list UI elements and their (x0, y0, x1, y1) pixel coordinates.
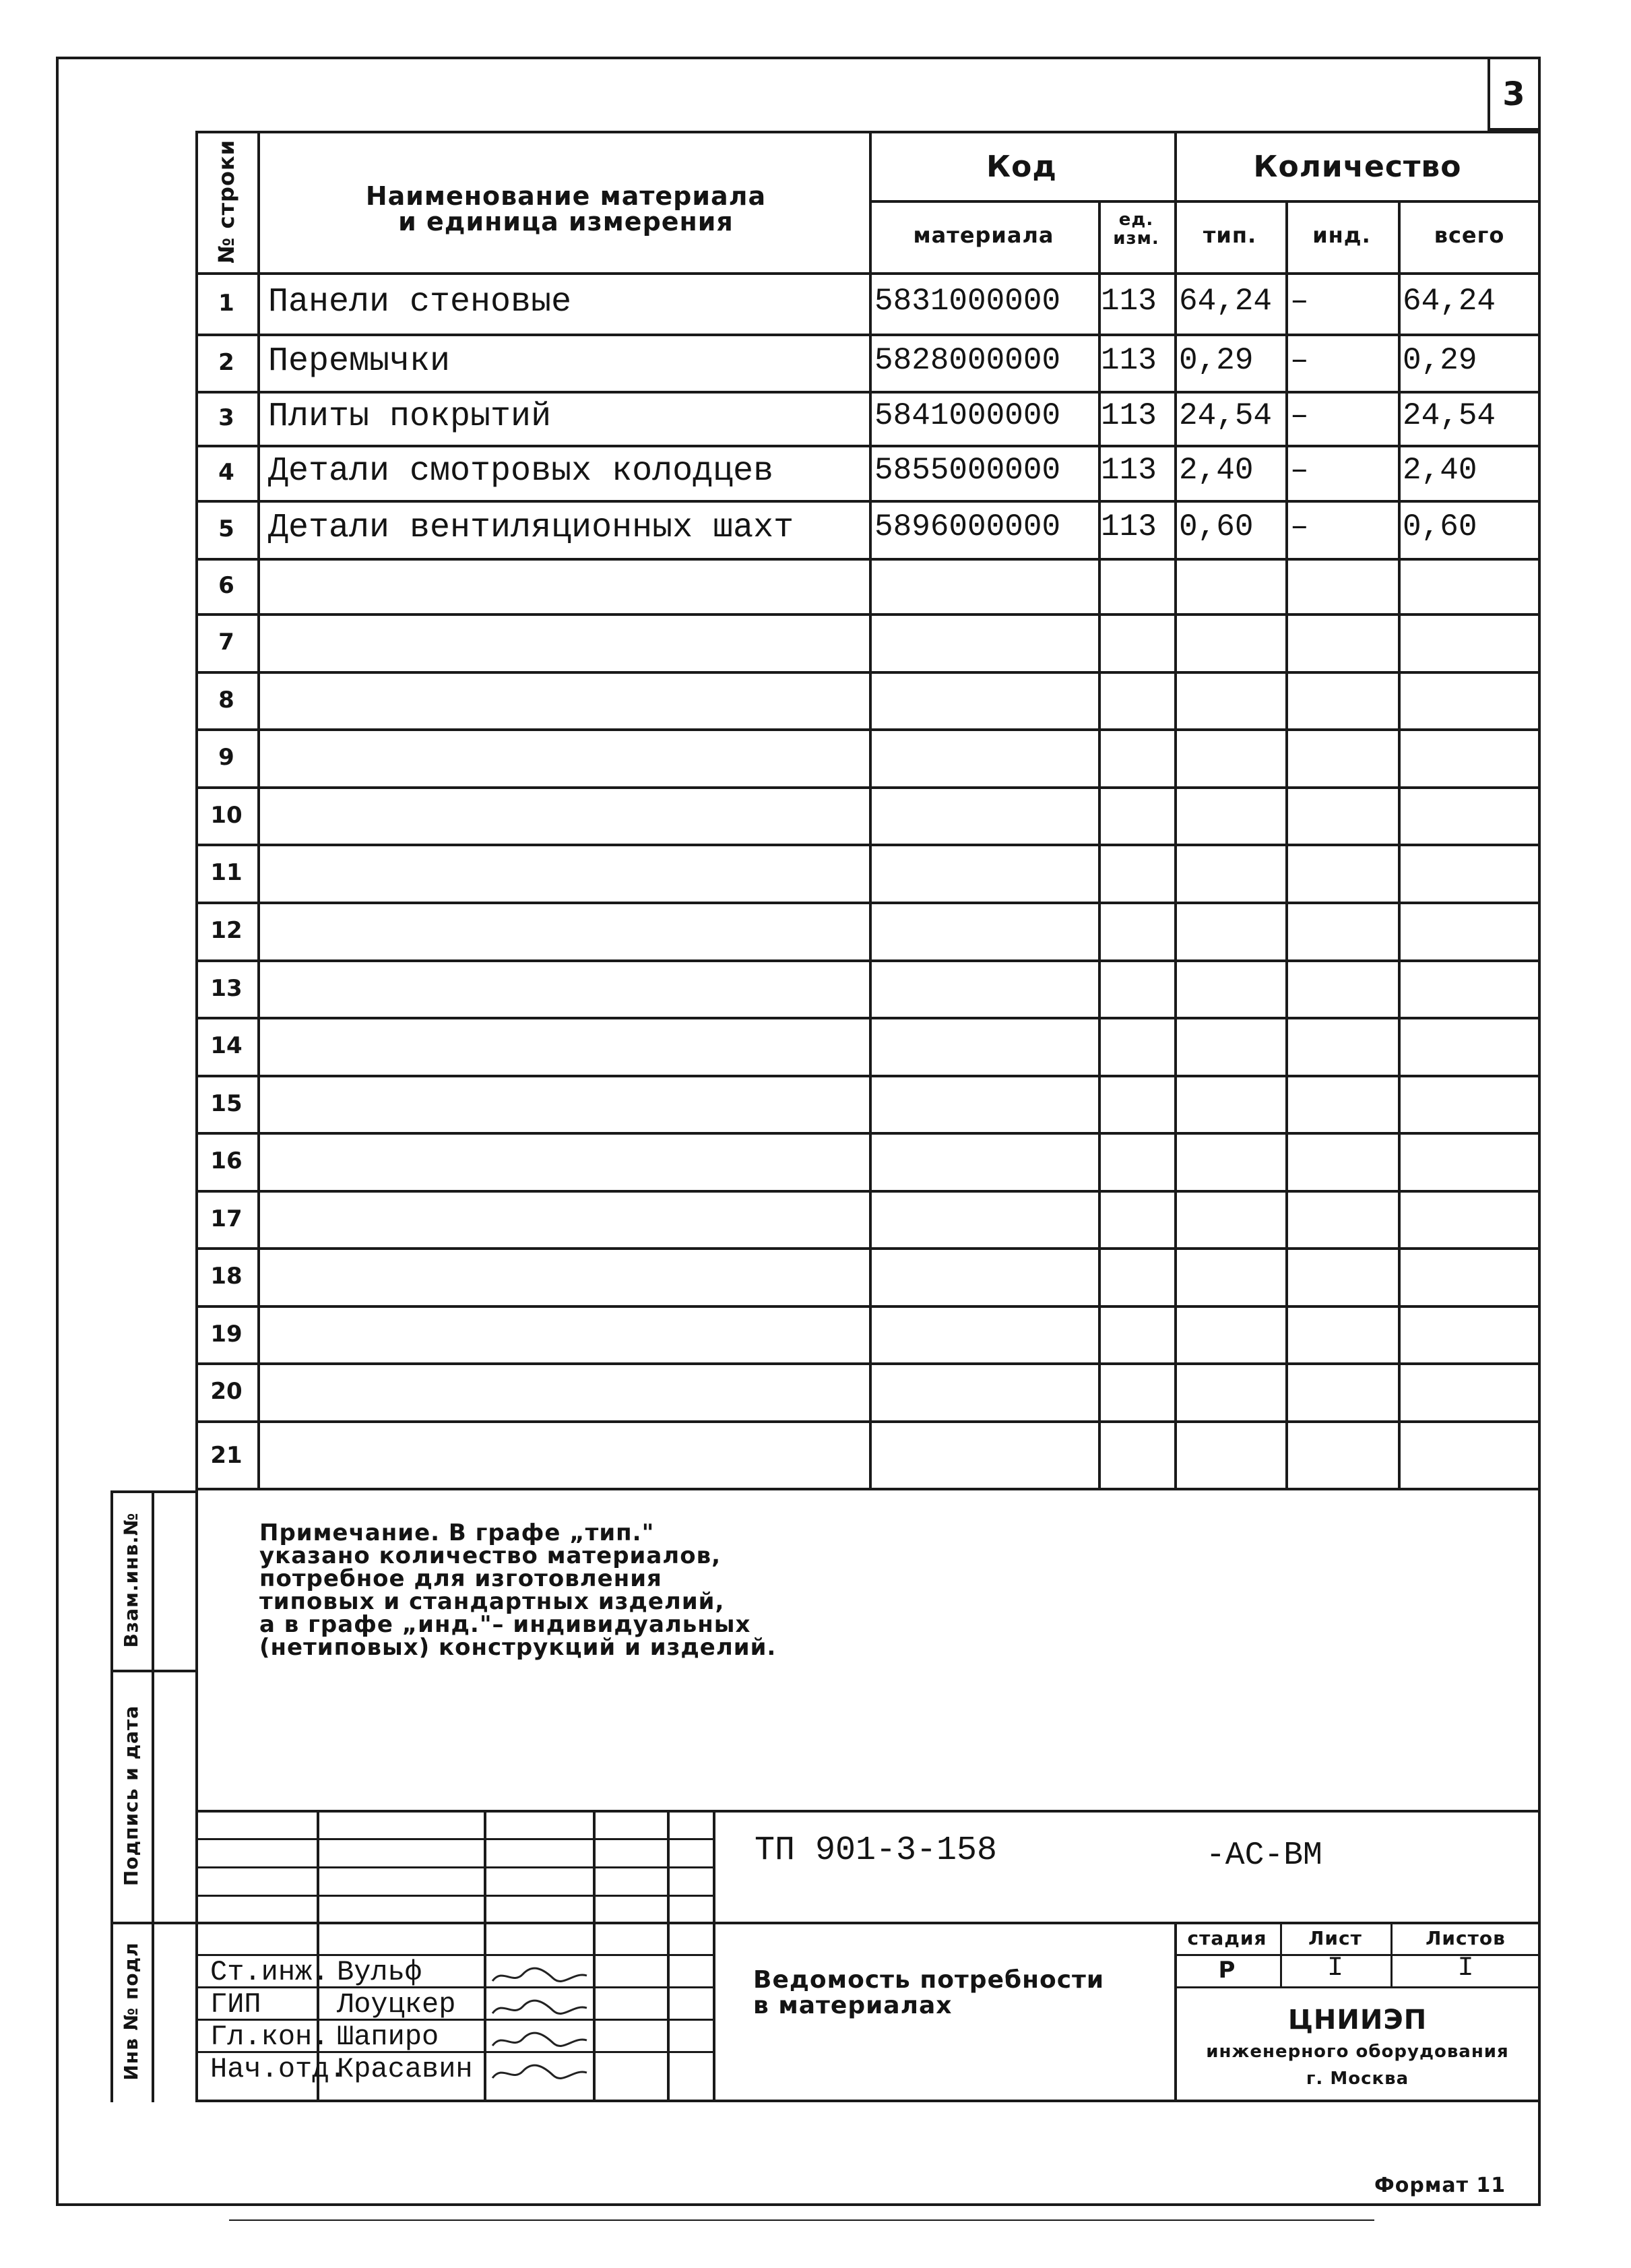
cell-total: 0,29 (1403, 342, 1477, 378)
cell-name: Детали смотровых колодцев (268, 452, 774, 491)
cell-typ: 2,40 (1179, 453, 1254, 488)
row-number: 15 (210, 1090, 243, 1117)
row-separator (195, 613, 1541, 616)
row-number: 13 (210, 974, 243, 1002)
signature-scribble (489, 1966, 590, 1982)
row-separator (195, 786, 1541, 789)
cell-unit: 113 (1101, 398, 1157, 433)
cell-ind: – (1290, 342, 1309, 378)
stamp-org-name: ЦНИИЭП (1287, 2005, 1428, 2036)
cell-name: Детали вентиляционных шахт (268, 509, 794, 547)
row-separator (195, 844, 1541, 846)
row-separator (195, 1305, 1541, 1308)
row-separator (195, 1362, 1541, 1365)
stamp-row-a (195, 1838, 713, 1840)
cell-name: Перемычки (268, 342, 451, 381)
row-number: 14 (210, 1032, 243, 1059)
row-number: 21 (210, 1442, 243, 1469)
cell-ind: – (1290, 283, 1309, 319)
cell-typ: 24,54 (1179, 398, 1273, 433)
row-number: 12 (210, 917, 243, 944)
cell-unit: 113 (1101, 283, 1157, 319)
row-number: 19 (210, 1320, 243, 1348)
cell-name: Плиты покрытий (268, 398, 552, 436)
row-number: 16 (210, 1147, 243, 1174)
note-left-line (195, 1490, 198, 2102)
cell-unit: 113 (1101, 509, 1157, 544)
stamp-person-role: Гл.кон. (210, 2021, 329, 2053)
stamp-sheets-label: Листов (1426, 1927, 1506, 1949)
stamp-col-3 (593, 1810, 596, 2100)
format-label: Формат 11 (1374, 2174, 1506, 2197)
stamp-sheet-label: Лист (1308, 1927, 1362, 1949)
stamp-title: Ведомость потребности в материалах (753, 1966, 1105, 2019)
row-separator (195, 1132, 1541, 1135)
row-separator (195, 1075, 1541, 1077)
row-number: 4 (218, 459, 234, 486)
signature-scribble (489, 2063, 590, 2079)
stamp-person-role: Нач.отд. (210, 2053, 346, 2085)
stamp-top (195, 1810, 1541, 1813)
cell-total: 24,54 (1403, 398, 1496, 433)
cell-ind: – (1290, 453, 1309, 488)
bottom-stray-line (229, 2219, 1374, 2221)
cell-unit: 113 (1101, 453, 1157, 488)
row-separator (195, 1190, 1541, 1193)
stamp-person-role: Ст.инж. (210, 1956, 329, 1988)
header-bottom-line (195, 272, 1541, 275)
side-strip-left (110, 1490, 113, 2102)
row-separator (195, 671, 1541, 674)
cell-ind: – (1290, 509, 1309, 544)
cell-ind: – (1290, 398, 1309, 433)
row-separator (195, 1017, 1541, 1019)
header-q-type: тип. (1203, 222, 1257, 248)
cell-total: 64,24 (1403, 283, 1496, 319)
stamp-row-c (195, 1895, 713, 1897)
cell-unit: 113 (1101, 342, 1157, 378)
side-label-signature-date: Подпись и дата (120, 1705, 142, 1887)
cell-name: Панели стеновые (268, 282, 572, 321)
stamp-person-name: Шапиро (337, 2021, 439, 2053)
stamp-person-name: Красавин (337, 2053, 473, 2085)
header-code: Код (986, 150, 1057, 184)
cell-code: 5896000000 (874, 509, 1061, 544)
stamp-mid (195, 1922, 1541, 1924)
stamp-person-role: ГИП (210, 1988, 261, 2021)
cell-total: 0,60 (1403, 509, 1477, 544)
stamp-sheet: I (1326, 1953, 1343, 1984)
cell-typ: 0,60 (1179, 509, 1254, 544)
stamp-col-5 (713, 1810, 715, 2100)
header-mid-line (869, 200, 1541, 203)
row-number: 10 (210, 801, 243, 829)
row-separator (195, 1420, 1541, 1423)
row-number: 6 (218, 572, 234, 599)
stamp-doc-code: ТП 901-3-158 (755, 1831, 998, 1870)
stamp-doc-suffix: -АС-ВМ (1206, 1837, 1322, 1874)
side-strip-inner (152, 1490, 154, 2102)
row-number: 11 (210, 859, 243, 886)
cell-typ: 64,24 (1179, 283, 1273, 319)
row-separator (195, 959, 1541, 962)
header-quantity: Количество (1253, 150, 1462, 184)
stamp-stage-label: стадия (1187, 1927, 1267, 1949)
row-number: 7 (218, 629, 234, 656)
cell-code: 5841000000 (874, 398, 1061, 433)
stamp-org-city: г. Москва (1306, 2069, 1409, 2089)
stamp-stage: Р (1218, 1957, 1236, 1984)
cell-total: 2,40 (1403, 453, 1477, 488)
row-separator (195, 445, 1541, 447)
stamp-sheets: I (1457, 1953, 1474, 1984)
cell-code: 5855000000 (874, 453, 1061, 488)
page-number: 3 (1502, 75, 1526, 113)
header-q-total: всего (1434, 222, 1505, 248)
stamp-col-4 (667, 1810, 670, 2100)
row-separator (195, 558, 1541, 561)
stamp-row-b (195, 1866, 713, 1868)
row-number: 17 (210, 1205, 243, 1232)
cell-typ: 0,29 (1179, 342, 1254, 378)
row-number: 1 (218, 289, 234, 317)
row-number: 5 (218, 515, 234, 542)
row-separator (195, 902, 1541, 904)
row-number: 2 (218, 348, 234, 376)
header-name: Наименование материала и единица измерения (365, 181, 767, 237)
stamp-stage-line-2 (1174, 1986, 1541, 1988)
note-text: Примечание. В графе „тип." указано количество материалов, потребное для изготовления типовых и стандартных изделий, а в графе „инд."– индивидуальных (нетиповых) конструкций и изделий. (259, 1519, 777, 1661)
side-label-replace-inv: Взам.инв.№ (120, 1512, 142, 1648)
row-number: 8 (218, 686, 234, 714)
signature-scribble (489, 1998, 590, 2015)
side-label-inv-no: Инв № подл (120, 1942, 142, 2081)
header-row-no: № строки (214, 139, 239, 264)
row-number: 9 (218, 744, 234, 771)
row-separator (195, 728, 1541, 731)
stamp-org-sub: инженерного оборудования (1206, 2042, 1509, 2062)
row-number: 18 (210, 1263, 243, 1290)
row-separator (195, 1247, 1541, 1250)
row-number: 3 (218, 404, 234, 431)
header-code-unit: ед. изм. (1113, 210, 1159, 249)
side-strip-sep1 (110, 1670, 195, 1672)
stamp-col-2 (484, 1810, 486, 2100)
row-separator (195, 500, 1541, 503)
header-q-ind: инд. (1312, 222, 1371, 248)
stamp-person-name: Вульф (337, 1956, 422, 1988)
cell-code: 5828000000 (874, 342, 1061, 378)
stamp-bottom (195, 2100, 1541, 2102)
signature-scribble (489, 2031, 590, 2047)
cell-code: 5831000000 (874, 283, 1061, 319)
stamp-person-name: Лоуцкер (337, 1988, 456, 2021)
row-number: 20 (210, 1378, 243, 1405)
row-separator (195, 334, 1541, 336)
header-code-material: материала (913, 222, 1054, 248)
row-separator (195, 391, 1541, 393)
